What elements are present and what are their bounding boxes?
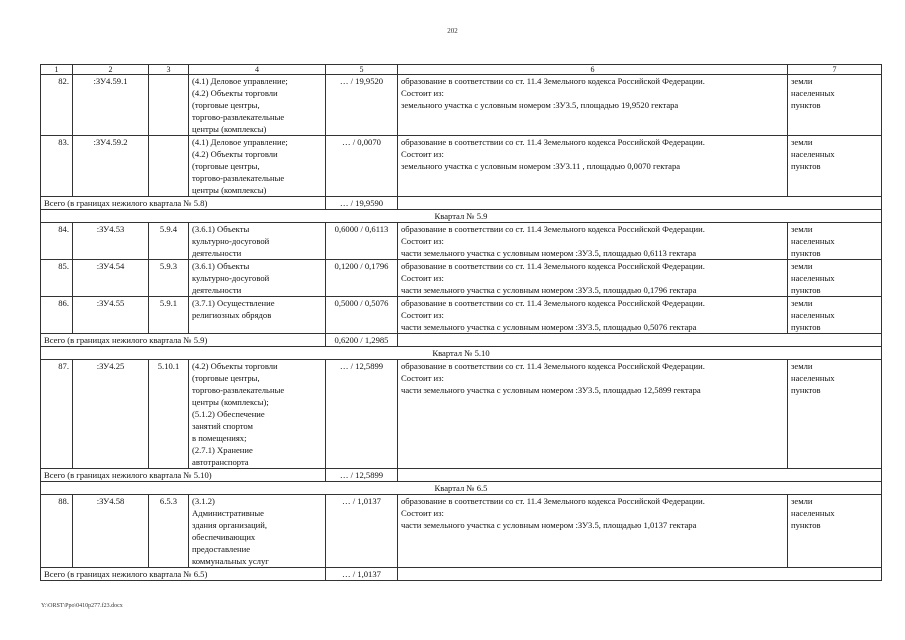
plot-area: 0,1200 / 0,1796 [326, 260, 398, 297]
quarter-header-row [41, 210, 882, 223]
formation-method-line: Состоит из: [401, 508, 444, 518]
formation-method-line: Состоит из: [401, 310, 444, 320]
land-category [788, 495, 882, 568]
plot-code: :ЗУ4.25 [73, 360, 149, 469]
formation-method [398, 360, 788, 469]
total-row [41, 334, 882, 347]
plot-area: … / 1,0137 [326, 495, 398, 568]
plot-area: … / 12,5899 [326, 360, 398, 469]
total-value: 0,6200 / 1,2985 [326, 334, 398, 347]
land-category-line: земли [791, 496, 813, 506]
formation-method-line: образование в соответствии со ст. 11.4 Земельного кодекса Российской Федерации. [401, 224, 705, 234]
permitted-use-line: (3.6.1) Объекты [192, 261, 250, 271]
permitted-use-line: Административные [192, 508, 264, 518]
land-category [788, 360, 882, 469]
table-row [41, 75, 882, 136]
total-label: Всего (в границах нежилого квартала № 5.8) [41, 197, 326, 210]
column-number: 3 [149, 65, 189, 75]
formation-method [398, 136, 788, 197]
table-row [41, 223, 882, 260]
permitted-use [189, 495, 326, 568]
formation-method [398, 297, 788, 334]
land-category [788, 75, 882, 136]
row-number: 82. [41, 75, 73, 136]
table-row [41, 360, 882, 469]
permitted-use-line: центры (комплексы) [192, 185, 267, 195]
permitted-use-line: (торговые центры, [192, 161, 260, 171]
land-category [788, 260, 882, 297]
row-number: 88. [41, 495, 73, 568]
formation-method-line: части земельного участка с условным номером :ЗУ3.5, площадью 0,5076 гектара [401, 322, 697, 332]
plot-area: … / 19,9520 [326, 75, 398, 136]
formation-method-line: части земельного участка с условным номером :ЗУ3.5, площадью 12,5899 гектара [401, 385, 701, 395]
permitted-use-line: торгово-развлекательные [192, 112, 285, 122]
row-number: 87. [41, 360, 73, 469]
row-number: 86. [41, 297, 73, 334]
permitted-use-line: автотранспорта [192, 457, 249, 467]
land-category-line: земли [791, 137, 813, 147]
total-value: … / 1,0137 [326, 568, 398, 581]
total-label: Всего (в границах нежилого квартала № 6.5) [41, 568, 326, 581]
total-value: … / 19,9590 [326, 197, 398, 210]
formation-method-line: образование в соответствии со ст. 11.4 Земельного кодекса Российской Федерации. [401, 298, 705, 308]
formation-method-line: части земельного участка с условным номером :ЗУ3.5, площадью 0,6113 гектара [401, 248, 697, 258]
permitted-use [189, 136, 326, 197]
column-number: 1 [41, 65, 73, 75]
column-number: 6 [398, 65, 788, 75]
permitted-use-line: торгово-развлекательные [192, 385, 285, 395]
permitted-use-line: предоставление [192, 544, 251, 554]
block-number [149, 136, 189, 197]
land-category-line: населенных [791, 88, 835, 98]
permitted-use-line: занятий спортом [192, 421, 253, 431]
formation-method [398, 495, 788, 568]
total-empty [398, 469, 882, 482]
quarter-title: Квартал № 5.10 [41, 347, 882, 360]
block-number: 5.9.3 [149, 260, 189, 297]
formation-method-line: образование в соответствии со ст. 11.4 Земельного кодекса Российской Федерации. [401, 496, 705, 506]
land-category [788, 223, 882, 260]
land-category-line: населенных [791, 508, 835, 518]
land-category-line: населенных [791, 310, 835, 320]
land-category-line: пунктов [791, 248, 821, 258]
permitted-use [189, 75, 326, 136]
land-category-line: пунктов [791, 385, 821, 395]
quarter-header-row [41, 482, 882, 495]
block-number: 6.5.3 [149, 495, 189, 568]
permitted-use-line: (4.2) Объекты торговли [192, 361, 278, 371]
permitted-use-line: (4.2) Объекты торговли [192, 149, 278, 159]
quarter-title: Квартал № 6.5 [41, 482, 882, 495]
formation-method-line: Состоит из: [401, 273, 444, 283]
permitted-use-line: коммунальных услуг [192, 556, 269, 566]
formation-method-line: Состоит из: [401, 149, 444, 159]
row-number: 85. [41, 260, 73, 297]
page-number: 202 [447, 27, 458, 35]
table-row [41, 136, 882, 197]
plot-area: 0,5000 / 0,5076 [326, 297, 398, 334]
formation-method-line: образование в соответствии со ст. 11.4 Земельного кодекса Российской Федерации. [401, 137, 705, 147]
permitted-use-line: деятельности [192, 248, 242, 258]
permitted-use-line: (3.1.2) [192, 496, 215, 506]
land-category [788, 136, 882, 197]
total-row [41, 568, 882, 581]
land-category-line: земли [791, 298, 813, 308]
permitted-use-line: центры (комплексы) [192, 124, 267, 134]
permitted-use-line: здания организаций, [192, 520, 268, 530]
land-category-line: населенных [791, 236, 835, 246]
permitted-use-line: (3.6.1) Объекты [192, 224, 250, 234]
formation-method-line: земельного участка с условным номером :ЗУ3.11 , площадью 0,0070 гектара [401, 161, 681, 171]
plot-code: :ЗУ4.59.1 [73, 75, 149, 136]
quarter-title: Квартал № 5.9 [41, 210, 882, 223]
formation-method [398, 260, 788, 297]
land-category-line: земли [791, 361, 813, 371]
permitted-use [189, 260, 326, 297]
formation-method-line: Состоит из: [401, 88, 444, 98]
plot-code: :ЗУ4.59.2 [73, 136, 149, 197]
permitted-use [189, 223, 326, 260]
land-category-line: земли [791, 261, 813, 271]
total-empty [398, 568, 882, 581]
land-category-line: пунктов [791, 322, 821, 332]
block-number: 5.9.1 [149, 297, 189, 334]
land-category-line: пунктов [791, 285, 821, 295]
land-category-line: населенных [791, 273, 835, 283]
permitted-use [189, 360, 326, 469]
permitted-use-line: (торговые центры, [192, 100, 260, 110]
land-category-line: населенных [791, 149, 835, 159]
total-label: Всего (в границах нежилого квартала № 5.10) [41, 469, 326, 482]
formation-method-line: части земельного участка с условным номером :ЗУ3.5, площадью 0,1796 гектара [401, 285, 697, 295]
column-number: 5 [326, 65, 398, 75]
permitted-use-line: (4.1) Деловое управление; [192, 76, 288, 86]
land-category-line: пунктов [791, 161, 821, 171]
block-number: 5.9.4 [149, 223, 189, 260]
total-row [41, 469, 882, 482]
total-empty [398, 197, 882, 210]
permitted-use-line: (торговые центры, [192, 373, 260, 383]
formation-method-line: Состоит из: [401, 236, 444, 246]
permitted-use-line: (3.7.1) Осуществление [192, 298, 275, 308]
permitted-use-line: центры (комплексы); [192, 397, 269, 407]
land-category-line: населенных [791, 373, 835, 383]
table-row [41, 495, 882, 568]
formation-method-line: части земельного участка с условным номером :ЗУ3.5, площадью 1,0137 гектара [401, 520, 697, 530]
plot-code: :ЗУ4.53 [73, 223, 149, 260]
permitted-use-line: (4.2) Объекты торговли [192, 88, 278, 98]
permitted-use-line: в помещениях; [192, 433, 247, 443]
permitted-use-line: деятельности [192, 285, 242, 295]
total-empty [398, 334, 882, 347]
plot-code: :ЗУ4.54 [73, 260, 149, 297]
permitted-use-line: (5.1.2) Обеспечение [192, 409, 265, 419]
land-plots-table [40, 64, 882, 581]
permitted-use-line: культурно-досуговой [192, 273, 270, 283]
formation-method-line: образование в соответствии со ст. 11.4 Земельного кодекса Российской Федерации. [401, 361, 705, 371]
permitted-use [189, 297, 326, 334]
table-row [41, 297, 882, 334]
total-value: … / 12,5899 [326, 469, 398, 482]
plot-code: :ЗУ4.58 [73, 495, 149, 568]
permitted-use-line: обеспечивающих [192, 532, 256, 542]
block-number [149, 75, 189, 136]
table-row [41, 260, 882, 297]
permitted-use-line: торгово-развлекательные [192, 173, 285, 183]
land-category [788, 297, 882, 334]
land-category-line: земли [791, 224, 813, 234]
quarter-header-row [41, 347, 882, 360]
formation-method [398, 223, 788, 260]
column-numbers-row [41, 65, 882, 75]
formation-method [398, 75, 788, 136]
total-row [41, 197, 882, 210]
block-number: 5.10.1 [149, 360, 189, 469]
plot-area: … / 0,0070 [326, 136, 398, 197]
plot-area: 0,6000 / 0,6113 [326, 223, 398, 260]
total-label: Всего (в границах нежилого квартала № 5.9) [41, 334, 326, 347]
column-number: 2 [73, 65, 149, 75]
formation-method-line: образование в соответствии со ст. 11.4 Земельного кодекса Российской Федерации. [401, 76, 705, 86]
row-number: 83. [41, 136, 73, 197]
formation-method-line: образование в соответствии со ст. 11.4 Земельного кодекса Российской Федерации. [401, 261, 705, 271]
permitted-use-line: (4.1) Деловое управление; [192, 137, 288, 147]
land-category-line: земли [791, 76, 813, 86]
column-number: 4 [189, 65, 326, 75]
plot-code: :ЗУ4.55 [73, 297, 149, 334]
permitted-use-line: (2.7.1) Хранение [192, 445, 253, 455]
formation-method-line: Состоит из: [401, 373, 444, 383]
land-category-line: пунктов [791, 100, 821, 110]
permitted-use-line: культурно-досуговой [192, 236, 270, 246]
row-number: 84. [41, 223, 73, 260]
permitted-use-line: религиозных обрядов [192, 310, 272, 320]
footer-file-path: Y:\ORST\Ppo\0410p277.f23.docx [41, 603, 123, 609]
land-category-line: пунктов [791, 520, 821, 530]
column-number: 7 [788, 65, 882, 75]
formation-method-line: земельного участка с условным номером :ЗУ3.5, площадью 19,9520 гектара [401, 100, 679, 110]
